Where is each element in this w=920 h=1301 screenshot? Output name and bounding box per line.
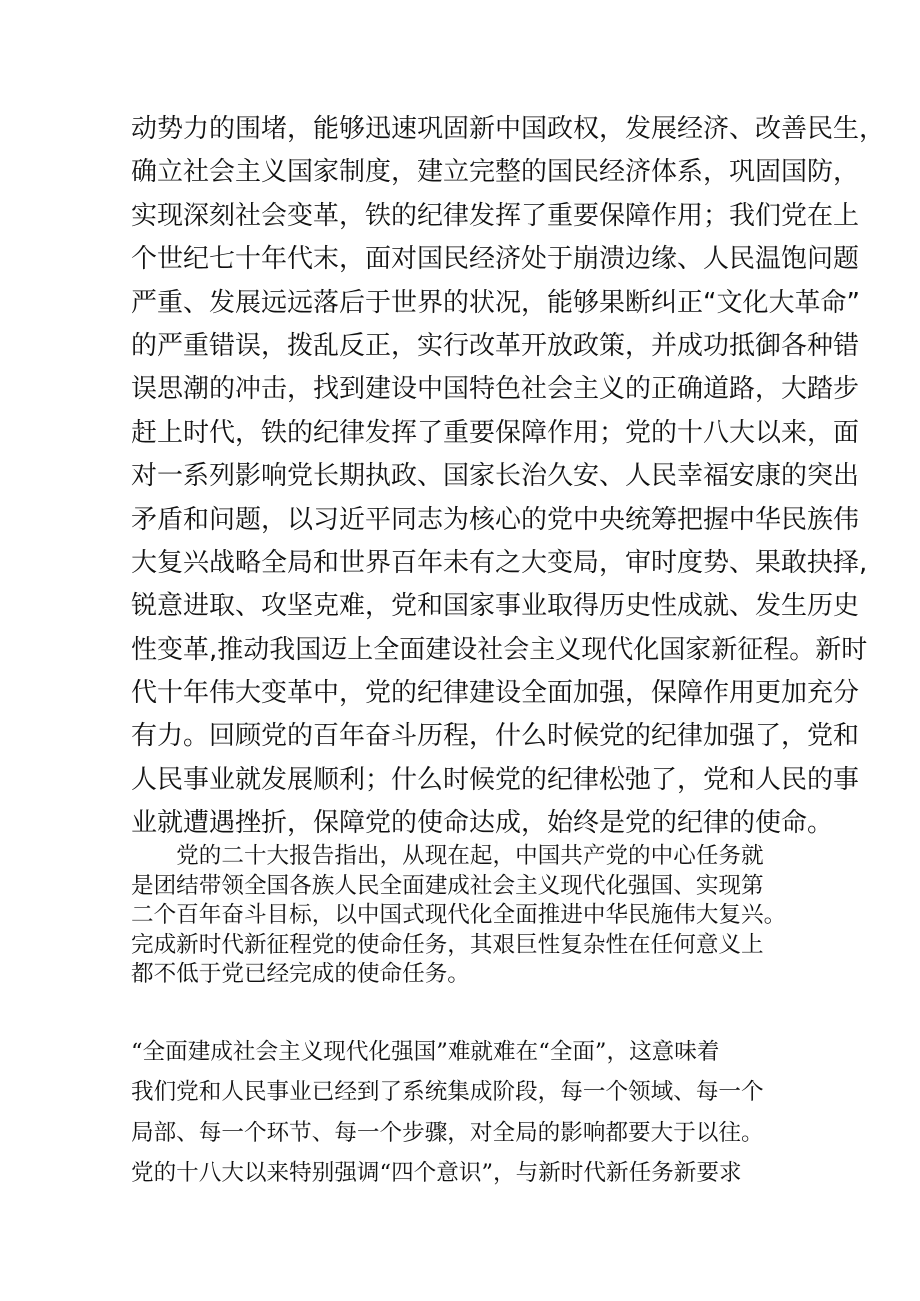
text-line: 我们党和人民事业已经到了系统集成阶段，每一个领域、每一个: [131, 1079, 764, 1106]
text-line: 二个百年奋斗目标，以中国式现代化全面推进中华民施伟大复兴。: [131, 902, 787, 928]
text-line: 确立社会主义国家制度，建立完整的国民经济体系，巩固国防，: [131, 157, 860, 188]
paragraph-discipline-history: [131, 108, 886, 846]
text-line: 性变革,推动我国迈上全面建设社会主义现代化国家新征程。新时: [131, 634, 868, 665]
text-line: 矛盾和问题，以习近平同志为核心的党中央统筹把握中华民族伟: [131, 504, 860, 535]
text-line: 是团结带领全国各族人民全面建成社会主义现代化强国、实现第: [131, 872, 764, 899]
text-line: 个世纪七十年代末，面对国民经济处于崩溃边缘、人民温饱问题: [131, 244, 860, 275]
text-line: 的严重错误，拨乱反正，实行改革开放政策，并成功抵御各种错: [131, 330, 860, 361]
text-line: 党的十八大以来特别强调“四个意识”，与新时代新任务新要求: [131, 1159, 742, 1186]
text-line: 代十年伟大变革中，党的纪律建设全面加强，保障作用更加充分: [131, 678, 860, 709]
text-line: 有力。回顾党的百年奋斗历程，什么时候党的纪律加强了，党和: [131, 721, 860, 752]
paragraph-comprehensive: [131, 1032, 811, 1193]
text-line: 严重、发展远远落后于世界的状况，能够果断纠正“文化大革命”: [131, 287, 860, 318]
text-line: 对一系列影响党长期执政、国家长治久安、人民幸福安康的突出: [131, 461, 860, 492]
text-line: 人民事业就发展顺利；什么时候党的纪律松弛了，党和人民的事: [131, 764, 860, 795]
text-line: “全面建成社会主义现代化强国”难就难在“全面”，这意味着: [131, 1039, 720, 1065]
text-line: 锐意进取、攻坚克难，党和国家事业取得历史性成就、发生历史: [131, 591, 860, 622]
text-line: 动势力的围堵，能够迅速巩固新中国政权，发展经济、改善民生，: [131, 114, 886, 144]
text-line: 误思潮的冲击，找到建设中国特色社会主义的正确道路，大踏步: [131, 374, 860, 405]
text-line: 实现深刻社会变革，铁的纪律发挥了重要保障作用；我们党在上: [131, 200, 860, 231]
text-line: 完成新时代新征程党的使命任务，其艰巨性复杂性在任何意义上: [131, 931, 764, 958]
text-line: 局部、每一个环节、每一个步骤，对全局的影响都要大于以往。: [131, 1119, 764, 1146]
text-line: 赶上时代，铁的纪律发挥了重要保障作用；党的十八大以来，面: [131, 417, 860, 448]
text-line: 大复兴战略全局和世界百年未有之大变局，审时度势、果敢抉择,: [131, 547, 868, 578]
text-line: 都不低于党已经完成的使命任务。: [131, 961, 470, 987]
paragraph-twentieth-congress: [131, 842, 811, 990]
text-line: 业就遭遇挫折，保障党的使命达成，始终是党的纪律的使命。: [131, 808, 834, 839]
text-line: 党的二十大报告指出，从现在起，中国共产党的中心任务就: [131, 843, 764, 869]
